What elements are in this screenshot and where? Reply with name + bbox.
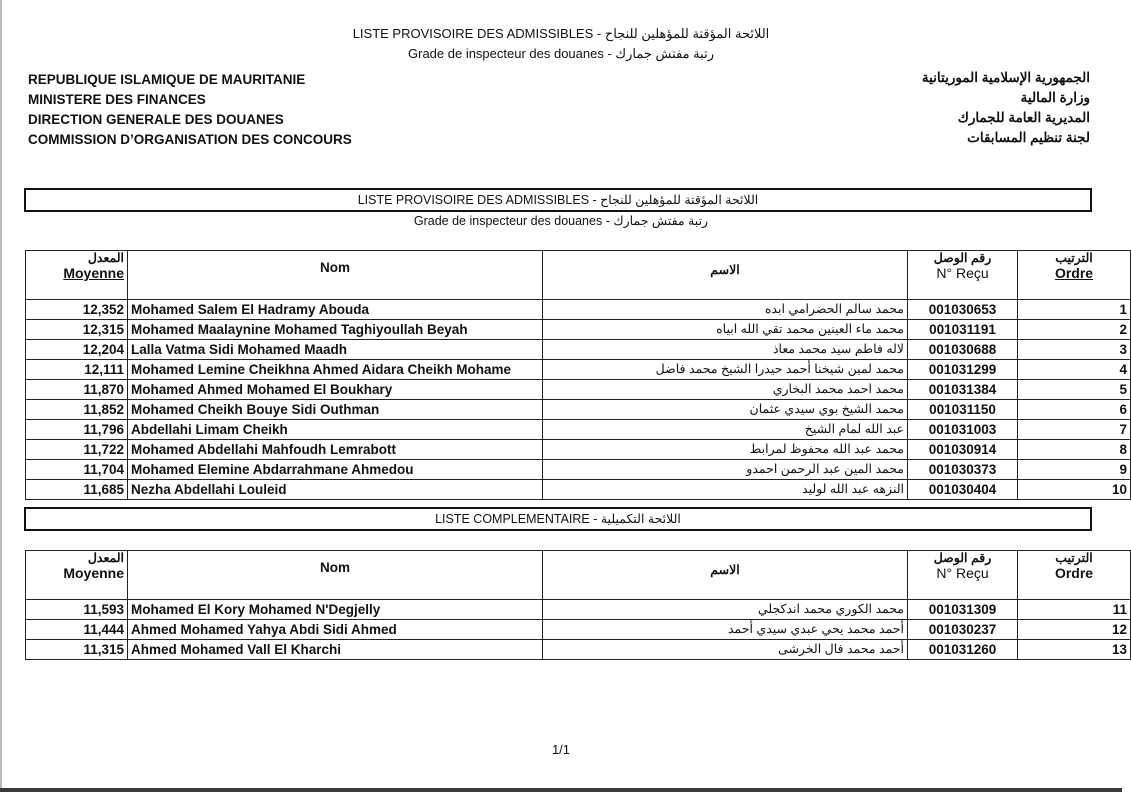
header-recu-ar: رقم الوصل bbox=[933, 551, 992, 565]
cell-recu: 001031191 bbox=[908, 320, 1018, 340]
complementaire-table bbox=[25, 550, 1131, 660]
cell-nom-ar: أحمد محمد فال الخرشى bbox=[543, 640, 908, 660]
header-recu-fr: N° Reçu bbox=[936, 565, 989, 581]
cell-nom: Mohamed Salem El Hadramy Abouda bbox=[128, 300, 543, 320]
header-moyenne-fr: Moyenne bbox=[63, 565, 124, 581]
cell-ordre: 6 bbox=[1018, 400, 1131, 420]
cell-recu: 001031384 bbox=[908, 380, 1018, 400]
cell-nom-ar: أحمد محمد يحي عبدي سيدي أحمد bbox=[543, 620, 908, 640]
cell-nom: Nezha Abdellahi Louleid bbox=[128, 480, 543, 500]
header-ordre-fr: Ordre bbox=[1054, 565, 1094, 581]
section-subtitle: Grade de inspecteur des douanes - رتبة مفتش جمارك bbox=[413, 214, 709, 228]
header-right-line: وزارة المالية bbox=[1020, 90, 1090, 105]
cell-ordre: 4 bbox=[1018, 360, 1131, 380]
header-right-line: لجنة تنظيم المسابقات bbox=[967, 130, 1090, 145]
cell-moyenne: 11,722 bbox=[26, 440, 128, 460]
header-nom-ar: الاسم bbox=[543, 251, 908, 300]
header-nom: Nom bbox=[128, 551, 543, 600]
cell-moyenne: 11,444 bbox=[26, 620, 128, 640]
cell-nom-ar: محمد الشيخ بوي سيدي عثمان bbox=[543, 400, 908, 420]
cell-recu: 001030237 bbox=[908, 620, 1018, 640]
header-left-fr bbox=[28, 70, 352, 150]
header-ordre bbox=[1018, 551, 1131, 600]
header-nom: Nom bbox=[128, 251, 543, 300]
table-row bbox=[26, 600, 1131, 620]
cell-ordre: 5 bbox=[1018, 380, 1131, 400]
cell-nom: Mohamed Maalaynine Mohamed Taghiyoullah Beyah bbox=[128, 320, 543, 340]
cell-nom-ar: محمد عبد الله محفوظ لمرابط bbox=[543, 440, 908, 460]
cell-ordre: 12 bbox=[1018, 620, 1131, 640]
page-bottom-edge bbox=[0, 788, 1122, 792]
cell-nom: Mohamed Lemine Cheikhna Ahmed Aidara Cheikh Mohame bbox=[128, 360, 543, 380]
header-nom-ar: الاسم bbox=[543, 551, 908, 600]
cell-moyenne: 11,315 bbox=[26, 640, 128, 660]
cell-nom: Mohamed Cheikh Bouye Sidi Outhman bbox=[128, 400, 543, 420]
document-subtitle: Grade de inspecteur des douanes - رتبة مفتش جمارك bbox=[408, 46, 714, 61]
table-row bbox=[26, 440, 1131, 460]
cell-nom-ar: محمد احمد محمد البخاري bbox=[543, 380, 908, 400]
cell-nom: Ahmed Mohamed Vall El Kharchi bbox=[128, 640, 543, 660]
section-title-box-admissibles: LISTE PROVISOIRE DES ADMISSIBLES - اللائحة المؤقتة للمؤهلين للنجاح bbox=[24, 188, 1092, 212]
header-moyenne-ar: المعدل bbox=[87, 251, 124, 265]
cell-moyenne: 11,685 bbox=[26, 480, 128, 500]
document-title: LISTE PROVISOIRE DES ADMISSIBLES - اللائحة المؤقتة للمؤهلين للنجاح bbox=[352, 26, 770, 41]
cell-nom-ar: محمد الكوري محمد اندكجلي bbox=[543, 600, 908, 620]
section-title-box-complementaire: LISTE COMPLEMENTAIRE - اللائحة التكميلية bbox=[24, 507, 1092, 531]
cell-ordre: 11 bbox=[1018, 600, 1131, 620]
header-recu-ar: رقم الوصل bbox=[933, 251, 992, 265]
cell-nom-ar: لاله فاطم سيد محمد معاذ bbox=[543, 340, 908, 360]
complementaire-table-body bbox=[26, 551, 1131, 660]
cell-nom: Mohamed Elemine Abdarrahmane Ahmedou bbox=[128, 460, 543, 480]
cell-recu: 001031299 bbox=[908, 360, 1018, 380]
table-row bbox=[26, 420, 1131, 440]
table-row bbox=[26, 400, 1131, 420]
cell-nom: Mohamed El Kory Mohamed N'Degjelly bbox=[128, 600, 543, 620]
table-row bbox=[26, 340, 1131, 360]
cell-moyenne: 11,796 bbox=[26, 420, 128, 440]
cell-ordre: 9 bbox=[1018, 460, 1131, 480]
header-ordre-ar: الترتيب bbox=[1055, 251, 1093, 265]
cell-ordre: 8 bbox=[1018, 440, 1131, 460]
cell-recu: 001031260 bbox=[908, 640, 1018, 660]
cell-moyenne: 11,852 bbox=[26, 400, 128, 420]
table-row bbox=[26, 460, 1131, 480]
header-right-ar bbox=[922, 68, 1090, 148]
table-row bbox=[26, 640, 1131, 660]
header-recu bbox=[908, 251, 1018, 300]
cell-ordre: 10 bbox=[1018, 480, 1131, 500]
header-moyenne bbox=[26, 551, 128, 600]
cell-moyenne: 11,704 bbox=[26, 460, 128, 480]
table-row bbox=[26, 480, 1131, 500]
cell-moyenne: 11,870 bbox=[26, 380, 128, 400]
cell-nom: Lalla Vatma Sidi Mohamed Maadh bbox=[128, 340, 543, 360]
cell-recu: 001030373 bbox=[908, 460, 1018, 480]
header-ordre bbox=[1018, 251, 1131, 300]
cell-moyenne: 12,352 bbox=[26, 300, 128, 320]
cell-nom-ar: محمد ماء العينين محمد تقي الله ابياه bbox=[543, 320, 908, 340]
cell-nom-ar: محمد المين عبد الرحمن احمدو bbox=[543, 460, 908, 480]
header-right-line: الجمهورية الإسلامية الموريتانية bbox=[921, 70, 1090, 85]
header-right-line: المديرية العامة للجمارك bbox=[957, 110, 1090, 125]
table-row bbox=[26, 380, 1131, 400]
admissibles-table-body bbox=[26, 251, 1131, 500]
cell-recu: 001030653 bbox=[908, 300, 1018, 320]
cell-moyenne: 12,204 bbox=[26, 340, 128, 360]
header-left-line: REPUBLIQUE ISLAMIQUE DE MAURITANIE bbox=[28, 72, 306, 87]
cell-ordre: 7 bbox=[1018, 420, 1131, 440]
cell-recu: 001031309 bbox=[908, 600, 1018, 620]
cell-nom-ar: عبد الله لمام الشيخ bbox=[543, 420, 908, 440]
header-left-line: MINISTERE DES FINANCES bbox=[28, 92, 206, 107]
table-header-row bbox=[26, 551, 1131, 600]
header-moyenne-ar: المعدل bbox=[87, 551, 124, 565]
header-left-line: DIRECTION GENERALE DES DOUANES bbox=[28, 112, 284, 127]
admissibles-table bbox=[25, 250, 1131, 500]
cell-ordre: 2 bbox=[1018, 320, 1131, 340]
header-ordre-fr: Ordre bbox=[1054, 265, 1094, 281]
cell-recu: 001030914 bbox=[908, 440, 1018, 460]
table-row bbox=[26, 620, 1131, 640]
cell-moyenne: 12,315 bbox=[26, 320, 128, 340]
table-row bbox=[26, 300, 1131, 320]
table-header-row bbox=[26, 251, 1131, 300]
cell-recu: 001030404 bbox=[908, 480, 1018, 500]
header-moyenne-fr: Moyenne bbox=[63, 265, 124, 281]
header-recu bbox=[908, 551, 1018, 600]
table-row bbox=[26, 320, 1131, 340]
page-left-edge bbox=[0, 0, 2, 792]
cell-ordre: 3 bbox=[1018, 340, 1131, 360]
header-moyenne bbox=[26, 251, 128, 300]
cell-nom-ar: النزهه عبد الله لوليد bbox=[543, 480, 908, 500]
cell-nom: Mohamed Ahmed Mohamed El Boukhary bbox=[128, 380, 543, 400]
cell-recu: 001031150 bbox=[908, 400, 1018, 420]
header-recu-fr: N° Reçu bbox=[936, 265, 989, 281]
cell-nom: Abdellahi Limam Cheikh bbox=[128, 420, 543, 440]
header-left-line: COMMISSION D’ORGANISATION DES CONCOURS bbox=[28, 132, 352, 147]
cell-moyenne: 11,593 bbox=[26, 600, 128, 620]
cell-nom-ar: محمد سالم الحضرامي ابده bbox=[543, 300, 908, 320]
cell-ordre: 1 bbox=[1018, 300, 1131, 320]
page-number: 1/1 bbox=[551, 742, 571, 757]
cell-ordre: 13 bbox=[1018, 640, 1131, 660]
cell-nom: Mohamed Abdellahi Mahfoudh Lemrabott bbox=[128, 440, 543, 460]
header-ordre-ar: الترتيب bbox=[1055, 551, 1093, 565]
cell-nom: Ahmed Mohamed Yahya Abdi Sidi Ahmed bbox=[128, 620, 543, 640]
table-row bbox=[26, 360, 1131, 380]
cell-moyenne: 12,111 bbox=[26, 360, 128, 380]
cell-recu: 001030688 bbox=[908, 340, 1018, 360]
cell-recu: 001031003 bbox=[908, 420, 1018, 440]
cell-nom-ar: محمد لمين شيخنا أحمد حيدرا الشيخ محمد فاضل bbox=[543, 360, 908, 380]
